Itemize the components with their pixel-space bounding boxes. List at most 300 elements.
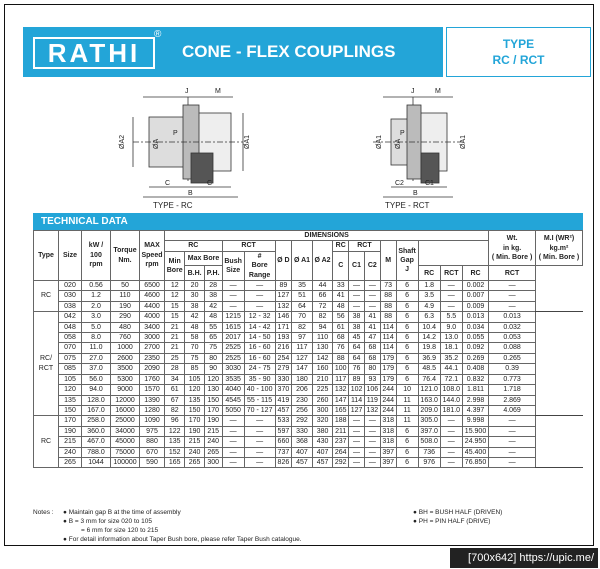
table-cell: 190 bbox=[204, 416, 222, 426]
table-cell: 318 bbox=[380, 416, 396, 426]
table-cell: 407 bbox=[292, 447, 313, 457]
table-cell: 6 bbox=[396, 281, 418, 291]
table-cell: 0.092 bbox=[462, 343, 488, 353]
table-cell: 265 bbox=[59, 457, 82, 467]
table-cell: 12 bbox=[165, 281, 185, 291]
coupling-drawings bbox=[23, 83, 591, 211]
table-cell: 190 bbox=[59, 426, 82, 436]
table-cell: 760 bbox=[111, 333, 140, 343]
table-cell: 215 bbox=[204, 426, 222, 436]
table-cell: 826 bbox=[275, 457, 292, 467]
table-cell: — bbox=[489, 447, 536, 457]
table-cell: — bbox=[349, 281, 365, 291]
table-cell: 73 bbox=[380, 281, 396, 291]
table-cell: 1.2 bbox=[82, 291, 111, 301]
table-cell: 170 bbox=[185, 416, 204, 426]
table-cell: 48 bbox=[185, 322, 204, 332]
table-row bbox=[34, 447, 583, 457]
table-cell: 4040 bbox=[222, 385, 244, 395]
table-cell: 1215 bbox=[222, 312, 244, 322]
table-cell: 2017 bbox=[222, 333, 244, 343]
table-cell: 38 bbox=[185, 301, 204, 311]
table-cell: 457 bbox=[275, 405, 292, 415]
table-cell: 15 bbox=[165, 301, 185, 311]
table-cell: 75 bbox=[185, 353, 204, 363]
col-mi-rct: RCT bbox=[489, 266, 536, 281]
table-cell: 147 bbox=[333, 395, 349, 405]
table-cell: 167.0 bbox=[82, 405, 111, 415]
table-cell: 397 bbox=[380, 457, 396, 467]
table-cell: — bbox=[440, 426, 462, 436]
rct-label-j: J bbox=[411, 88, 415, 95]
table-cell: — bbox=[222, 437, 244, 447]
table-cell: 216 bbox=[275, 343, 292, 353]
table-cell: 12 - 32 bbox=[244, 312, 275, 322]
table-cell: — bbox=[349, 416, 365, 426]
table-row bbox=[34, 322, 583, 332]
table-cell: 41 bbox=[364, 312, 380, 322]
table-cell: — bbox=[244, 447, 275, 457]
table-cell: 6 bbox=[396, 447, 418, 457]
table-cell: 152 bbox=[165, 447, 185, 457]
col-rct2: RCT bbox=[349, 241, 381, 251]
table-cell: 68 bbox=[333, 333, 349, 343]
table-cell: 47 bbox=[364, 333, 380, 343]
rc-label-b: B bbox=[188, 190, 193, 197]
table-cell: 2700 bbox=[140, 343, 165, 353]
table-cell: 230 bbox=[292, 395, 313, 405]
table-cell: 132 bbox=[333, 385, 349, 395]
table-cell: 0.032 bbox=[489, 322, 536, 332]
rc-caption: TYPE - RC bbox=[153, 201, 193, 210]
table-cell: 6 bbox=[396, 322, 418, 332]
col-rc: RC bbox=[165, 241, 223, 251]
table-cell: 11 bbox=[396, 416, 418, 426]
table-cell: 190 bbox=[185, 426, 204, 436]
table-cell: 14.2 bbox=[418, 333, 440, 343]
table-cell: — bbox=[244, 457, 275, 467]
col-m: M bbox=[380, 241, 396, 281]
note-text-2: B = 3 mm for size 020 to 105 bbox=[68, 518, 153, 525]
table-cell: 0.053 bbox=[489, 333, 536, 343]
table-cell: 150 bbox=[185, 405, 204, 415]
type-cell: RC/ RCT bbox=[34, 312, 59, 416]
table-cell: 25 bbox=[165, 353, 185, 363]
col-c: C bbox=[333, 251, 349, 280]
table-cell: 130 bbox=[312, 343, 333, 353]
rc-label-a2: ØA2 bbox=[119, 134, 126, 149]
table-cell: 508.0 bbox=[418, 437, 440, 447]
table-cell: — bbox=[244, 281, 275, 291]
table-cell: 6 bbox=[396, 364, 418, 374]
table-cell: 480 bbox=[111, 322, 140, 332]
table-cell: 240 bbox=[59, 447, 82, 457]
table-cell: 88 bbox=[380, 301, 396, 311]
type-box bbox=[446, 27, 591, 77]
table-cell: 76 bbox=[349, 364, 365, 374]
page-header bbox=[23, 27, 591, 77]
table-cell: 660 bbox=[275, 437, 292, 447]
table-cell: 64 bbox=[349, 353, 365, 363]
col-rc2: RC bbox=[333, 241, 349, 251]
table-cell: 70 bbox=[292, 312, 313, 322]
table-cell: 11.0 bbox=[82, 343, 111, 353]
table-cell: 1000 bbox=[111, 343, 140, 353]
note-text-1: Maintain gap B at the time of assembly bbox=[68, 509, 181, 516]
table-cell: 75000 bbox=[111, 447, 140, 457]
table-cell: 18.1 bbox=[440, 343, 462, 353]
table-cell: 36.9 bbox=[418, 353, 440, 363]
table-cell: 142 bbox=[312, 353, 333, 363]
table-cell: 0.007 bbox=[462, 291, 488, 301]
table-cell: — bbox=[489, 301, 536, 311]
table-cell: 48 bbox=[333, 301, 349, 311]
table-cell: 44.1 bbox=[440, 364, 462, 374]
col-mi: M.I (WR²) kg.m² ( Min. Bore ) bbox=[535, 231, 582, 266]
table-cell: 35 bbox=[292, 281, 313, 291]
legend-bh: ● BH = BUSH HALF (DRIVEN) bbox=[413, 509, 503, 516]
table-cell: 127 bbox=[292, 353, 313, 363]
table-cell: 38 bbox=[204, 291, 222, 301]
table-cell: 102 bbox=[349, 385, 365, 395]
table-cell: 1615 bbox=[222, 322, 244, 332]
table-cell: 2350 bbox=[140, 353, 165, 363]
table-cell: 163.0 bbox=[418, 395, 440, 405]
table-cell: 9000 bbox=[111, 385, 140, 395]
table-cell: 61 bbox=[165, 385, 185, 395]
table-cell: 0.269 bbox=[462, 353, 488, 363]
table-cell: 5050 bbox=[222, 405, 244, 415]
table-cell: 10 bbox=[396, 385, 418, 395]
table-cell: 179 bbox=[380, 364, 396, 374]
table-cell: 265 bbox=[185, 457, 204, 467]
table-cell: 1.811 bbox=[462, 385, 488, 395]
table-cell: 0.408 bbox=[462, 364, 488, 374]
table-cell: 130 bbox=[204, 385, 222, 395]
table-cell: 0.265 bbox=[489, 353, 536, 363]
table-cell: 237 bbox=[333, 437, 349, 447]
table-cell: 64 bbox=[349, 343, 365, 353]
table-cell: — bbox=[489, 291, 536, 301]
table-cell: 82 bbox=[292, 322, 313, 332]
col-d: Ø D bbox=[275, 241, 292, 281]
table-cell: 0.013 bbox=[462, 312, 488, 322]
table-cell: 35.2 bbox=[440, 353, 462, 363]
table-cell: — bbox=[489, 426, 536, 436]
table-cell: 6 bbox=[396, 353, 418, 363]
table-cell: — bbox=[440, 416, 462, 426]
table-cell: — bbox=[349, 457, 365, 467]
table-cell: 3400 bbox=[140, 322, 165, 332]
col-type: Type bbox=[34, 231, 59, 281]
table-cell: — bbox=[349, 301, 365, 311]
table-cell: 240 bbox=[185, 447, 204, 457]
table-cell: 290 bbox=[111, 312, 140, 322]
table-cell: 160 bbox=[312, 364, 333, 374]
drawing-rct bbox=[373, 97, 463, 197]
col-weight: Wt. in kg. ( Min. Bore ) bbox=[489, 231, 536, 266]
table-cell: 10.4 bbox=[418, 322, 440, 332]
col-wt-rc: RC bbox=[418, 266, 440, 281]
table-cell: 0.034 bbox=[462, 322, 488, 332]
table-cell: 0.055 bbox=[462, 333, 488, 343]
rct-label-b: B bbox=[413, 190, 418, 197]
table-cell: 179 bbox=[380, 353, 396, 363]
table-cell: 590 bbox=[140, 457, 165, 467]
table-cell: — bbox=[222, 416, 244, 426]
table-cell: 27.0 bbox=[82, 353, 111, 363]
table-cell: 40 - 100 bbox=[244, 385, 275, 395]
table-cell: 6 bbox=[396, 333, 418, 343]
table-cell: 61 bbox=[333, 322, 349, 332]
table-cell: 368 bbox=[292, 437, 313, 447]
table-cell: 108.0 bbox=[440, 385, 462, 395]
table-cell: 51 bbox=[292, 291, 313, 301]
table-cell: 407 bbox=[312, 447, 333, 457]
table-cell: — bbox=[222, 426, 244, 436]
note-text-4: For detail information about Taper Bush bore, please refer Taper Bush catalogue. bbox=[68, 536, 302, 543]
page-title: CONE - FLEX COUPLINGS bbox=[168, 27, 443, 77]
table-cell: 211 bbox=[333, 426, 349, 436]
note-item-3: = 6 mm for size 120 to 215 bbox=[81, 527, 159, 534]
table-cell: — bbox=[244, 437, 275, 447]
table-cell: 13.0 bbox=[440, 333, 462, 343]
table-cell: 114 bbox=[380, 333, 396, 343]
table-cell: 254 bbox=[275, 353, 292, 363]
table-cell: 1090 bbox=[140, 416, 165, 426]
rct-label-p: P bbox=[400, 130, 405, 137]
col-bore-range: # Bore Range bbox=[244, 251, 275, 280]
table-cell: — bbox=[364, 437, 380, 447]
table-cell: 318 bbox=[380, 426, 396, 436]
table-cell: 256 bbox=[292, 405, 313, 415]
table-cell: — bbox=[489, 281, 536, 291]
rc-label-a1: ØA1 bbox=[244, 134, 251, 149]
col-mi-rc: RC bbox=[462, 266, 488, 281]
table-cell: 24 - 75 bbox=[244, 364, 275, 374]
table-cell: 6.3 bbox=[418, 312, 440, 322]
table-cell: 34 bbox=[165, 374, 185, 384]
col-c1: C1 bbox=[349, 251, 365, 280]
table-cell: 457 bbox=[292, 457, 313, 467]
table-cell: 15.900 bbox=[462, 426, 488, 436]
table-cell: 279 bbox=[275, 364, 292, 374]
legend-ph: ● PH = PIN HALF (DRIVE) bbox=[413, 518, 491, 525]
table-cell: 020 bbox=[59, 281, 82, 291]
table-cell: 14 - 50 bbox=[244, 333, 275, 343]
table-cell: 85 bbox=[185, 364, 204, 374]
table-cell: — bbox=[364, 447, 380, 457]
drawing-rc bbox=[133, 97, 243, 197]
table-cell: 122 bbox=[165, 426, 185, 436]
table-cell: 330 bbox=[275, 374, 292, 384]
table-cell: 4545 bbox=[222, 395, 244, 405]
table-cell: 1044 bbox=[82, 457, 111, 467]
table-cell: 94.0 bbox=[82, 385, 111, 395]
rct-caption: TYPE - RCT bbox=[385, 201, 430, 210]
table-cell: 1570 bbox=[140, 385, 165, 395]
table-cell: 258.0 bbox=[82, 416, 111, 426]
table-cell: 397.0 bbox=[418, 426, 440, 436]
table-cell: 119 bbox=[364, 395, 380, 405]
table-cell: — bbox=[489, 437, 536, 447]
table-cell: — bbox=[440, 457, 462, 467]
table-cell: 55 - 115 bbox=[244, 395, 275, 405]
table-cell: 397 bbox=[380, 447, 396, 457]
table-row bbox=[34, 374, 583, 384]
table-cell: 467.0 bbox=[82, 437, 111, 447]
table-row bbox=[34, 281, 583, 291]
table-cell: 2525 bbox=[222, 353, 244, 363]
table-cell: — bbox=[222, 291, 244, 301]
table-cell: 96 bbox=[165, 416, 185, 426]
table-cell: 1390 bbox=[140, 395, 165, 405]
table-cell: 21 bbox=[165, 343, 185, 353]
table-cell: 12000 bbox=[111, 395, 140, 405]
table-cell: 150 bbox=[59, 405, 82, 415]
table-cell: 76.4 bbox=[418, 374, 440, 384]
rc-label-c-right: C bbox=[207, 180, 213, 187]
table-cell: 6 bbox=[396, 312, 418, 322]
table-cell: 4600 bbox=[140, 291, 165, 301]
table-cell: 3535 bbox=[222, 374, 244, 384]
table-cell: 300 bbox=[204, 457, 222, 467]
table-cell: 56.0 bbox=[82, 374, 111, 384]
table-cell: 48.5 bbox=[418, 364, 440, 374]
table-cell: 8.0 bbox=[82, 333, 111, 343]
table-cell: 2090 bbox=[140, 364, 165, 374]
table-cell: 070 bbox=[59, 343, 82, 353]
table-cell: 292 bbox=[333, 457, 349, 467]
table-cell: 265 bbox=[204, 447, 222, 457]
table-cell: — bbox=[440, 437, 462, 447]
table-cell: 45000 bbox=[111, 437, 140, 447]
table-cell: 72.1 bbox=[440, 374, 462, 384]
table-row bbox=[34, 416, 583, 426]
table-cell: 6500 bbox=[140, 281, 165, 291]
table-row bbox=[34, 405, 583, 415]
table-cell: 330 bbox=[292, 426, 313, 436]
type-value: RC / RCT bbox=[492, 53, 545, 67]
table-cell: 120 bbox=[59, 385, 82, 395]
table-cell: 042 bbox=[59, 312, 82, 322]
table-cell: 430 bbox=[312, 437, 333, 447]
table-cell: 0.088 bbox=[489, 343, 536, 353]
table-cell: 66 bbox=[312, 291, 333, 301]
table-cell: 127 bbox=[275, 291, 292, 301]
table-cell: 42 bbox=[204, 301, 222, 311]
table-cell: 880 bbox=[140, 437, 165, 447]
note-item-1: ● Maintain gap B at the time of assembly bbox=[63, 509, 181, 516]
table-cell: 55 bbox=[204, 322, 222, 332]
col-shaft-gap: Shaft Gap J bbox=[396, 241, 418, 281]
table-row bbox=[34, 457, 583, 467]
table-cell: 5.5 bbox=[440, 312, 462, 322]
table-cell: 150 bbox=[204, 395, 222, 405]
col-kw: kW / 100 rpm bbox=[82, 231, 111, 281]
table-cell: 45 bbox=[349, 333, 365, 343]
table-cell: 80 bbox=[204, 353, 222, 363]
table-cell: 147 bbox=[292, 364, 313, 374]
table-cell: 50 bbox=[111, 281, 140, 291]
table-cell: — bbox=[364, 301, 380, 311]
table-cell: 419 bbox=[275, 395, 292, 405]
table-cell: 28 bbox=[204, 281, 222, 291]
rct-label-c1: C1 bbox=[425, 180, 434, 187]
col-wt-rct: RCT bbox=[440, 266, 462, 281]
table-cell: 2.0 bbox=[82, 301, 111, 311]
table-cell: 305.0 bbox=[418, 416, 440, 426]
table-cell: — bbox=[364, 457, 380, 467]
table-cell: 37.0 bbox=[82, 364, 111, 374]
table-cell: 370 bbox=[275, 385, 292, 395]
table-cell: 1280 bbox=[140, 405, 165, 415]
table-cell: 058 bbox=[59, 333, 82, 343]
table-cell: 82 bbox=[312, 312, 333, 322]
rathi-logo bbox=[23, 27, 168, 77]
table-cell: 171 bbox=[275, 322, 292, 332]
table-cell: 188 bbox=[333, 416, 349, 426]
table-cell: 65 bbox=[204, 333, 222, 343]
table-cell: 117 bbox=[333, 374, 349, 384]
table-cell: 30 bbox=[185, 291, 204, 301]
table-cell: 075 bbox=[59, 353, 82, 363]
type-label: TYPE bbox=[502, 37, 535, 51]
table-cell: 170 bbox=[204, 405, 222, 415]
table-cell: 76.850 bbox=[462, 457, 488, 467]
rc-label-m: M bbox=[215, 88, 221, 95]
table-cell: 181.0 bbox=[440, 405, 462, 415]
logo-text: RATHI bbox=[33, 37, 155, 69]
technical-data-table bbox=[33, 230, 583, 468]
table-cell: 165 bbox=[165, 457, 185, 467]
table-cell: 89 bbox=[349, 374, 365, 384]
rc-label-p: P bbox=[173, 130, 178, 137]
table-cell: 038 bbox=[59, 301, 82, 311]
table-cell: 58 bbox=[185, 333, 204, 343]
table-cell: — bbox=[364, 281, 380, 291]
table-cell: 88 bbox=[333, 353, 349, 363]
table-cell: — bbox=[364, 426, 380, 436]
catalog-page bbox=[4, 4, 594, 546]
table-cell: 105 bbox=[185, 374, 204, 384]
table-cell: 38 bbox=[349, 312, 365, 322]
table-cell: 6 bbox=[396, 291, 418, 301]
table-cell: 34000 bbox=[111, 426, 140, 436]
table-cell: 670 bbox=[140, 447, 165, 457]
legend-bh-text: BH = BUSH HALF (DRIVEN) bbox=[418, 509, 503, 516]
table-cell: 93 bbox=[364, 374, 380, 384]
table-cell: 0.832 bbox=[462, 374, 488, 384]
table-row bbox=[34, 291, 583, 301]
table-cell: 120 bbox=[204, 374, 222, 384]
table-cell: 736 bbox=[418, 447, 440, 457]
table-cell: 20 bbox=[185, 281, 204, 291]
table-cell: — bbox=[244, 301, 275, 311]
table-cell: — bbox=[349, 437, 365, 447]
table-cell: 100 bbox=[333, 364, 349, 374]
table-cell: 4.397 bbox=[462, 405, 488, 415]
table-cell: 114 bbox=[380, 322, 396, 332]
table-cell: 68 bbox=[364, 343, 380, 353]
col-min-bore: Min Bore bbox=[165, 251, 185, 280]
table-cell: 68 bbox=[364, 353, 380, 363]
rct-label-c2: C2 bbox=[395, 180, 404, 187]
table-cell: 110 bbox=[111, 291, 140, 301]
table-cell: 48 bbox=[204, 312, 222, 322]
table-cell: 244 bbox=[380, 405, 396, 415]
table-cell: — bbox=[364, 291, 380, 301]
